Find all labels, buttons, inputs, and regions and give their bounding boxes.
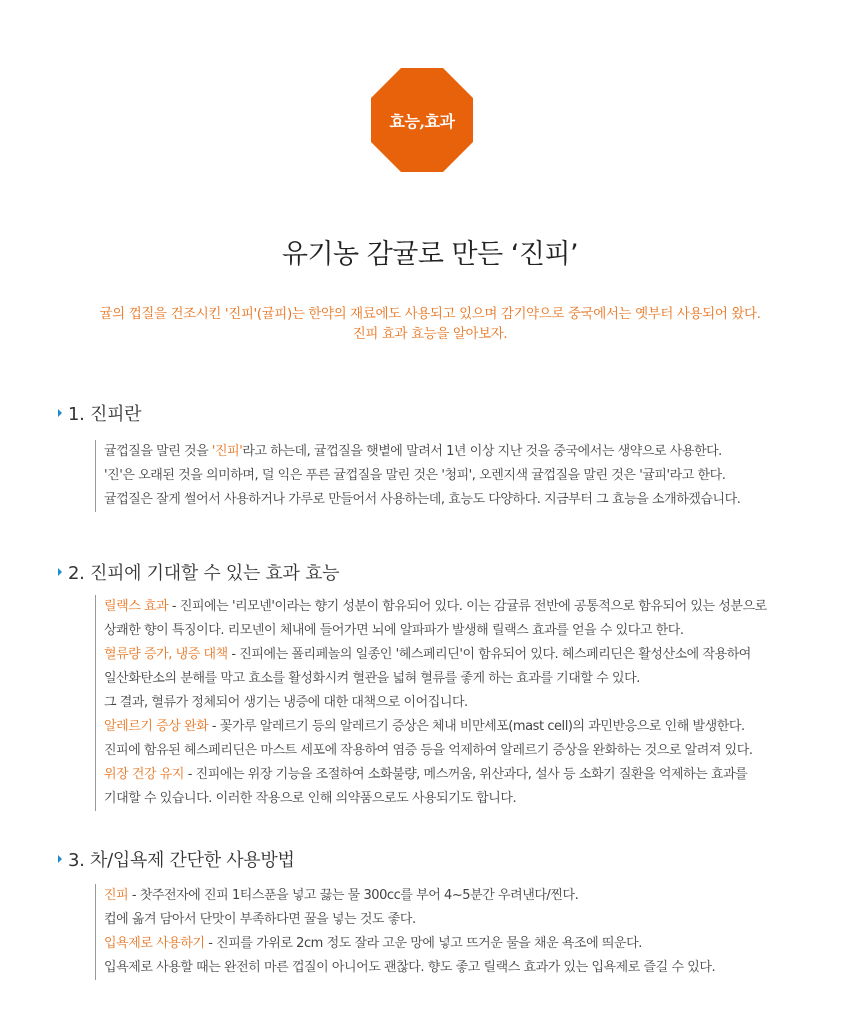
body-line [104, 691, 767, 715]
section-body [95, 884, 715, 980]
bullet-triangle-icon [58, 568, 62, 576]
section-heading-text: 3. 차/입욕제 간단한 사용방법 [68, 850, 295, 871]
intro-text [0, 304, 860, 344]
intro-line: 귤의 껍질을 건조시킨 '진피'(귤피)는 한약의 재료에도 사용되고 있으며 감기약으로 중국에서는 옛부터 사용되어 왔다. [99, 306, 761, 322]
bullet-triangle-icon [58, 855, 62, 863]
line-text: 입욕제로 사용할 때는 완전히 마른 껍질이 아니어도 괜찮다. 향도 좋고 릴랙스 효과가 있는 입욕제로 즐길 수 있다. [104, 960, 716, 975]
line-text: 라고 하는데, 귤껍질을 햇볕에 말려서 1년 이상 지난 것을 중국에서는 생약으로 사용한다. [242, 444, 722, 459]
body-line [104, 595, 767, 619]
section-heading [58, 400, 141, 426]
line-text: - 진피에는 위장 기능을 조절하여 소화불량, 메스꺼움, 위산과다, 설사 등 소화기 질환을 억제하는 효과를 [184, 767, 748, 782]
body-line [104, 739, 767, 763]
line-text: - 진피를 가위로 2cm 정도 잘라 고운 망에 넣고 뜨거운 물을 채운 욕조에 띄운다. [204, 936, 642, 951]
body-line [104, 643, 767, 667]
body-line [104, 715, 767, 739]
body-line [104, 763, 767, 787]
highlight-term: 릴랙스 효과 [104, 599, 169, 614]
line-text: 컵에 옮겨 담아서 단맛이 부족하다면 꿀을 넣는 것도 좋다. [104, 912, 416, 927]
line-text: 그 결과, 혈류가 정체되어 생기는 냉증에 대한 대책으로 이어집니다. [104, 695, 468, 710]
effect-badge [371, 68, 473, 172]
body-line [104, 440, 740, 464]
section-heading-text: 1. 진피란 [68, 404, 142, 425]
line-text: 일산화탄소의 분해를 막고 효소를 활성화시켜 혈관을 넓혀 혈류를 좋게 하는 효과를 기대할 수 있다. [104, 671, 640, 686]
page-title: 유기농 감귤로 만든 ‘진피’ [281, 239, 579, 270]
line-text: - 꽃가루 알레르기 등의 알레르기 증상은 체내 비만세포(mast cell)의 과민반응으로 인해 발생한다. [208, 719, 745, 734]
highlight-term: '진피' [211, 444, 243, 459]
highlight-term: 혈류량 증가, 냉증 대책 [104, 647, 228, 662]
line-text: 귤껍질을 말린 것을 [104, 444, 212, 459]
highlight-term: 입욕제로 사용하기 [104, 936, 205, 951]
section-body [95, 440, 740, 512]
section-heading [58, 846, 295, 872]
body-line [104, 908, 715, 932]
section-heading [58, 559, 339, 585]
highlight-term: 진피 [104, 888, 129, 903]
line-text: - 진피에는 폴리페놀의 일종인 '헤스페리딘'이 함유되어 있다. 헤스페리딘은 활성산소에 작용하여 [227, 647, 751, 662]
body-line [104, 464, 740, 488]
line-text: 귤껍질은 잘게 썰어서 사용하거나 가루로 만들어서 사용하는데, 효능도 다양하다. 지금부터 그 효능을 소개하겠습니다. [104, 492, 741, 507]
body-line [104, 956, 715, 980]
section-body [95, 595, 767, 811]
line-text: 진피에 함유된 헤스페리딘은 마스트 세포에 작용하여 염증 등을 억제하여 알레르기 증상을 완화하는 것으로 알려져 있다. [104, 743, 753, 758]
line-text: 상쾌한 향이 특징이다. 리모넨이 체내에 들어가면 뇌에 알파파가 발생해 릴랙스 효과를 얻을 수 있다고 한다. [104, 623, 684, 638]
body-line [104, 488, 740, 512]
highlight-term: 알레르기 증상 완화 [104, 719, 209, 734]
bullet-triangle-icon [58, 409, 62, 417]
body-line [104, 667, 767, 691]
section-heading-text: 2. 진피에 기대할 수 있는 효과 효능 [68, 563, 340, 584]
intro-line: 진피 효과 효능을 알아보자. [352, 326, 508, 342]
highlight-term: 위장 건강 유지 [104, 767, 185, 782]
line-text: - 찻주전자에 진피 1티스푼을 넣고 끓는 물 300cc를 부어 4~5분간 우려낸다/찐다. [128, 888, 579, 903]
body-line [104, 884, 715, 908]
body-line [104, 787, 767, 811]
line-text: 기대할 수 있습니다. 이러한 작용으로 인해 의약품으로도 사용되기도 합니다. [104, 791, 517, 806]
line-text: - 진피에는 '리모넨'이라는 향기 성분이 함유되어 있다. 이는 감귤류 전반에 공통적으로 함유되어 있는 성분으로 [168, 599, 767, 614]
body-line [104, 932, 715, 956]
line-text: '진'은 오래된 것을 의미하며, 덜 익은 푸른 귤껍질을 말린 것은 '청피', 오렌지색 귤껍질을 말린 것은 '귤피'라고 한다. [104, 468, 726, 483]
body-line [104, 619, 767, 643]
badge-label: 효능,효과 [389, 111, 455, 131]
